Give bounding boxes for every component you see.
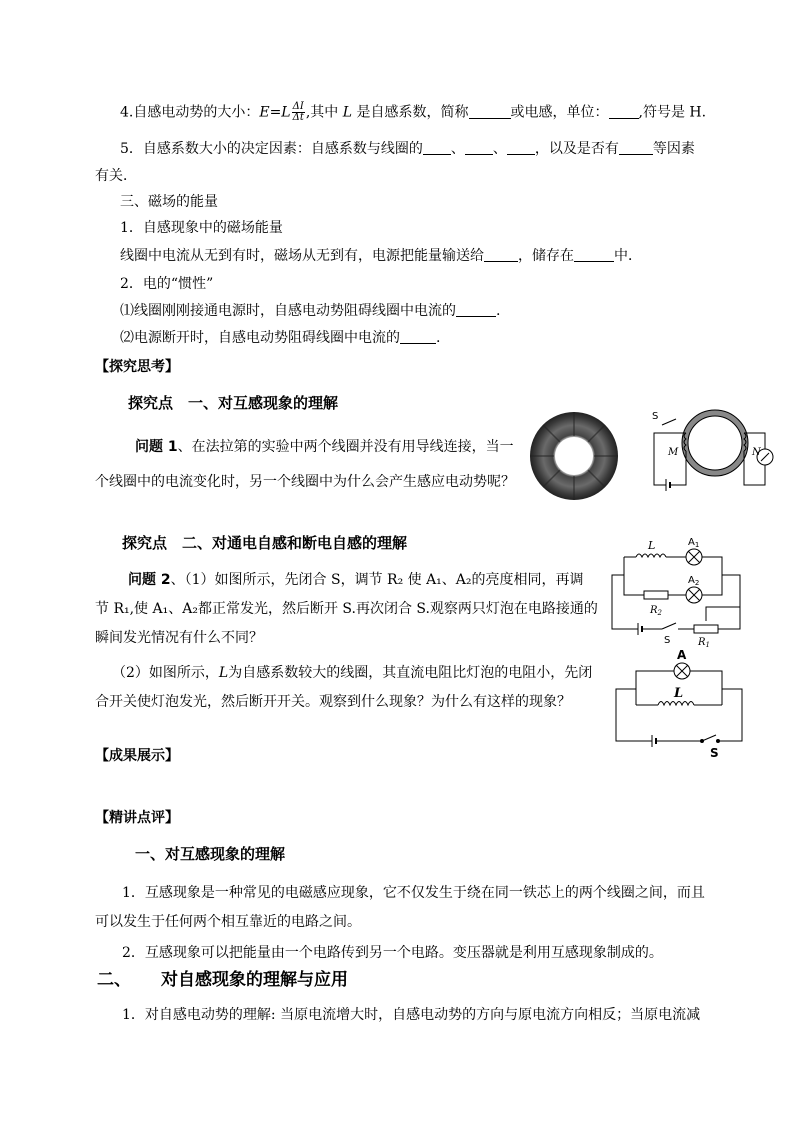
q2-label: 问题 2 bbox=[128, 572, 171, 588]
coil-m-label: M bbox=[668, 447, 679, 458]
show-heading: 【成果展示】 bbox=[95, 748, 179, 764]
lamp-a2-label: $A_2$ bbox=[688, 575, 700, 587]
review-p1-line2: 可以发生于任何两个相互靠近的电路之间。 bbox=[95, 914, 361, 930]
sep: 、 bbox=[450, 141, 465, 157]
fraction-denominator: Δt bbox=[292, 112, 304, 123]
sec3-sub1: 1．自感现象中的磁场能量 bbox=[120, 220, 283, 236]
sec3-text1-a: 线圈中电流从无到有时，磁场从无到有，电源把能量输送给 bbox=[120, 248, 484, 264]
resistor-r2-label: $R_2$ bbox=[650, 605, 662, 617]
resistor-r1-label: $R_1$ bbox=[698, 637, 710, 647]
lamp-inductor-circuit bbox=[612, 645, 752, 760]
review-p1-line1: 1．互感现象是一种常见的电磁感应现象，它不仅发生于绕在同一铁芯上的两个线圈之间，而且 bbox=[122, 885, 705, 901]
blank[interactable] bbox=[609, 104, 639, 119]
toroid-circuit bbox=[640, 405, 790, 495]
sec3-p1-text: ⑴线圈刚刚接通电源时，自感电动势阻碍线圈中电流的 bbox=[120, 303, 456, 319]
blank[interactable] bbox=[469, 104, 511, 119]
period: . bbox=[496, 303, 501, 319]
item4-line bbox=[120, 102, 706, 123]
switch-label: S bbox=[652, 411, 659, 422]
item4-prefix: 4.自感电动势的大小： bbox=[120, 104, 260, 121]
review-p2: 2．互感现象可以把能量由一个电路传到另一个电路。变压器就是利用互感现象制成的。 bbox=[122, 945, 663, 961]
sec2-title: 对自感现象的理解与应用 bbox=[161, 970, 348, 990]
inductor-l-label: L bbox=[674, 686, 684, 701]
q3-L: L bbox=[218, 665, 229, 681]
item5-b: 自感系数与线圈的 bbox=[310, 141, 423, 157]
item4-after-L: 是自感系数，简称 bbox=[356, 104, 469, 121]
item4-L: L bbox=[342, 104, 353, 121]
coil-n-label: N bbox=[752, 447, 761, 458]
blank[interactable] bbox=[465, 140, 493, 155]
switch-s-label: S bbox=[664, 635, 671, 646]
formula-fraction bbox=[292, 102, 305, 123]
blank[interactable] bbox=[484, 247, 518, 262]
blank[interactable] bbox=[400, 329, 436, 344]
blank[interactable] bbox=[574, 247, 614, 262]
sep: 、 bbox=[492, 141, 507, 157]
switch-s-label: S bbox=[710, 746, 719, 760]
inductor-label: L bbox=[648, 539, 656, 552]
explore-heading: 【探究思考】 bbox=[95, 359, 179, 375]
sec3-text1-c: 中． bbox=[614, 248, 642, 264]
fraction-numerator: ΔI bbox=[292, 101, 304, 112]
review-sec1: 一、对互感现象的理解 bbox=[135, 845, 286, 863]
item5-d: 等因素 bbox=[652, 141, 695, 157]
q2-line2: 节 R₁,使 A₁、A₂都正常发光，然后断开 S.再次闭合 S.观察两只灯泡在电路接通的 bbox=[95, 601, 598, 617]
blank[interactable] bbox=[619, 140, 653, 155]
item4-t2: 或电感，单位： bbox=[510, 104, 609, 121]
period: . bbox=[436, 330, 441, 346]
sec2-num: 二、 bbox=[97, 970, 131, 990]
item5-c: ，以及是否有 bbox=[534, 141, 619, 157]
self-inductance-circuit bbox=[602, 535, 752, 647]
item4-mid: ,其中 bbox=[305, 104, 339, 121]
q2-line3: 瞬间发光情况有什么不同？ bbox=[95, 630, 263, 646]
blank[interactable] bbox=[507, 140, 535, 155]
q3-line1 bbox=[112, 663, 592, 683]
q3-text-b: 为自感系数较大的线圈，其直流电阻比灯泡的电阻小，先闭 bbox=[228, 665, 593, 681]
formula-lhs: E=L bbox=[259, 104, 291, 121]
q1-line2: 个线圈中的电流变化时，另一个线圈中为什么会产生感应电动势呢？ bbox=[95, 474, 515, 490]
q3-line2: 合开关使灯泡发光，然后断开开关。观察到什么现象？为什么有这样的现象？ bbox=[95, 694, 571, 710]
q2-text1: 、（1）如图所示，先闭合 S，调节 R₂ 使 A₁、A₂的亮度相同，再调 bbox=[170, 572, 584, 588]
lamp-a1-label: $A_1$ bbox=[688, 537, 700, 549]
q1-label: 问题 1 bbox=[135, 439, 178, 455]
item4-t3: ,符号是 H. bbox=[638, 104, 707, 121]
coil-photo bbox=[528, 410, 620, 502]
sec3-text1 bbox=[120, 246, 642, 266]
explore-point2: 探究点 二、对通电自感和断电自感的理解 bbox=[122, 534, 408, 552]
item5-line2: 有关． bbox=[95, 168, 137, 184]
review-heading: 【精讲点评】 bbox=[95, 810, 179, 826]
review-p3: 1．对自感电动势的理解: 当原电流增大时，自感电动势的方向与原电流方向相反；当原电流减 bbox=[122, 1007, 701, 1023]
item5-a: 5．自感系数大小的决定因素： bbox=[120, 141, 311, 157]
q3-text-a: （2）如图所示， bbox=[112, 665, 219, 681]
lamp-a-label: A bbox=[677, 648, 687, 662]
sec3-text1-b: ，储存在 bbox=[518, 248, 574, 264]
q1-text1: 、在法拉第的实验中两个线圈并没有用导线连接，当一 bbox=[177, 439, 514, 455]
blank[interactable] bbox=[456, 302, 496, 317]
sec3-p2 bbox=[120, 328, 440, 348]
item5-line1 bbox=[120, 139, 695, 159]
q1-line1 bbox=[135, 437, 514, 457]
review-sec2 bbox=[97, 970, 348, 990]
sec3-sub2: 2．电的“惯性” bbox=[120, 276, 214, 292]
q2-line1 bbox=[128, 570, 584, 590]
sec3-p2-text: ⑵电源断开时，自感电动势阻碍线圈中电流的 bbox=[120, 330, 400, 346]
explore-point1: 探究点 一、对互感现象的理解 bbox=[128, 394, 339, 412]
sec3-p1 bbox=[120, 301, 500, 321]
sec3-title: 三、磁场的能量 bbox=[120, 194, 218, 210]
blank[interactable] bbox=[423, 140, 451, 155]
